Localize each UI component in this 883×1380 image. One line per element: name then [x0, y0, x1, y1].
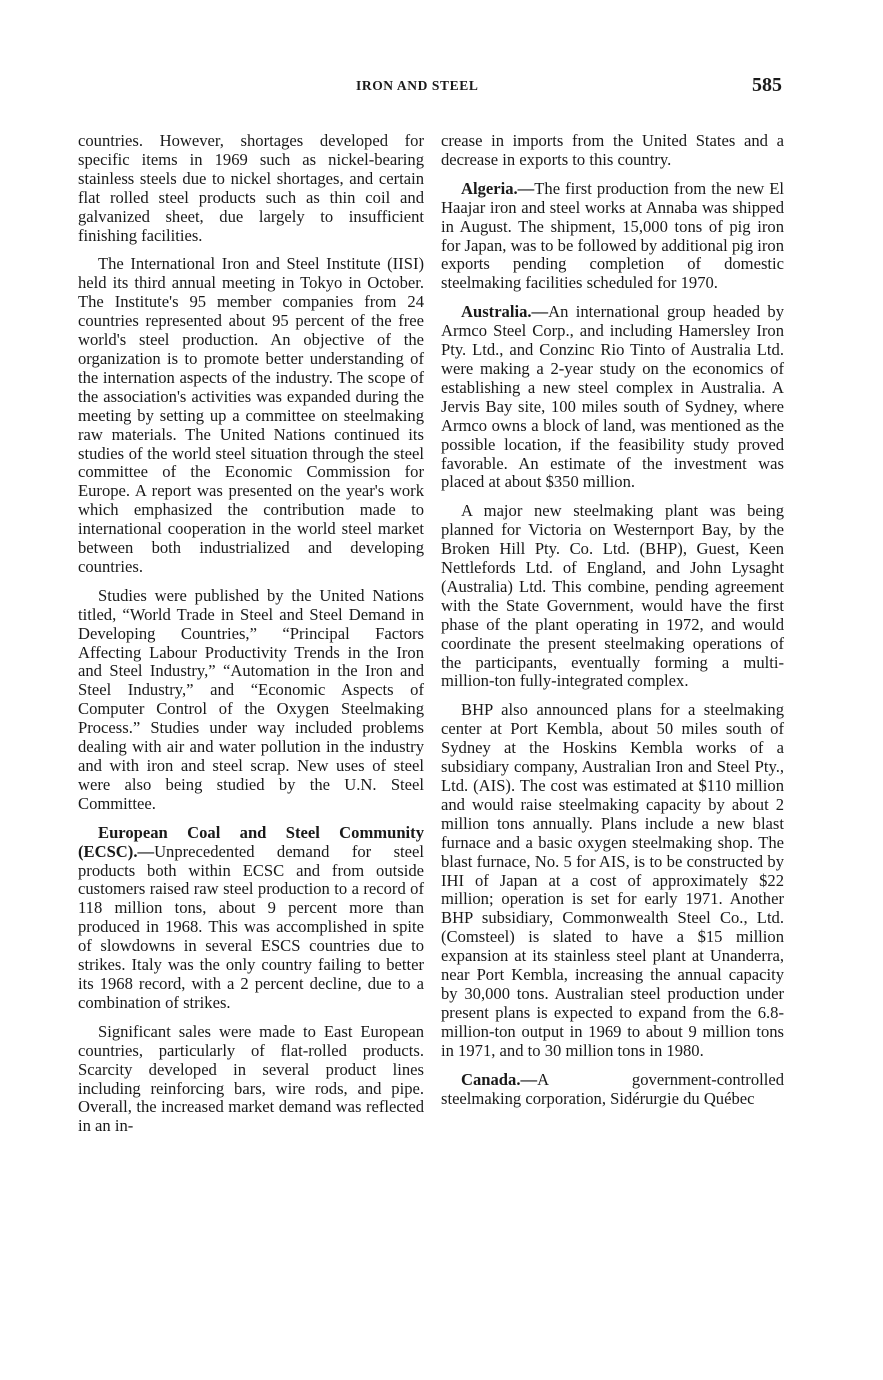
paragraph: A major new steelmaking plant was being planned for Victoria on Westernport Bay, by the Broken Hill Pty. Co. Ltd. (BHP), Guest, Keen Nettlefords Ltd. of England, and John Lysaght (Australia) Ltd. This combine, pending agreement with the State Government, would have the first phase of the plant operating in 1972, and would coordinate the present steelmaking operations of the participants, eventually forming a multi-million-ton fully-integrated complex. — [441, 501, 784, 691]
paragraph: The International Iron and Steel Institute (IISI) held its third annual meeting in Tokyo in October. The Institute's 95 member companies from 24 countries represented about 95 percent of the free world's steel production. An objective of the organization is to promote better understanding of the internation aspects of the industry. The scope of the association's activities was expanded during the meeting by setting up a committee on steelmaking raw materials. The United Nations continued its studies of the world steel situation through the steel committee of the Economic Commission for Europe. A report was presented on the year's work which emphasized the contribution made to international cooperation in the world steel market between both industrialized and developing countries. — [78, 254, 424, 576]
paragraph-ecsc: European Coal and Steel Community (ECSC).—Unprecedented demand for steel products both within ECSC and from outside customers raised raw steel production to a record of 118 million tons, about 9 percent more than produced in 1968. This was accomplished in spite of slowdowns in several ESCS countries due to strikes. Italy was the only country failing to better its 1968 record, with a 2 percent decline, due to a combination of strikes. — [78, 822, 424, 1012]
paragraph: BHP also announced plans for a steelmaking center at Port Kembla, about 50 miles south of Sydney at the Hoskins Kembla works of a subsidiary company, Australian Iron and Steel Pty., Ltd. (AIS). The cost was estimated at $110 million and would raise steelmaking capacity by about 2 million tons annually. Plans include a new blast furnace and a basic oxygen steelmaking shop. The blast furnace, No. 5 for AIS, is to be constructed by IHI of Japan at a cost of approximately $22 million; operation is set for early 1971. Another BHP subsidiary, Commonwealth Steel Co., Ltd. (Comsteel) is slated to have a $15 million expansion at its stainless steel plant at Unanderra, near Port Kembla, increasing the annual capacity by 30,000 tons. Australian steel production under present plans is expected to expand from the 6.8-million-ton output in 1969 to about 9 million tons in 1971, and to 30 million tons in 1980. — [441, 700, 784, 1060]
section-heading: Algeria.— — [461, 178, 535, 198]
right-column — [441, 132, 784, 1118]
paragraph: Significant sales were made to East European countries, particularly of flat-rolled products. Scarcity developed in several product lines including reinforcing bars, wire rods, and pipe. Overall, the increased market demand was reflected in an in- — [78, 1021, 424, 1136]
running-head: IRON AND STEEL — [356, 78, 479, 93]
paragraph-canada: Canada.—A government-controlled steelmaking corporation, Sidérurgie du Québec — [441, 1069, 784, 1108]
section-heading: European Coal and Steel Community (ECSC).— — [78, 822, 424, 861]
section-heading: Australia.— — [461, 302, 549, 322]
paragraph-australia: Australia.—An international group headed by Armco Steel Corp., and including Hamersley Iron Pty. Ltd., and Conzinc Rio Tinto of Australia Ltd. were making a 2-year study on the economics of establishing a new steel complex in Australia. A Jervis Bay site, 100 miles south of Sydney, where Armco owns a block of land, was mentioned as the possible location, if the feasibility study proved favorable. An estimate of the investment was placed at about $350 million. — [441, 302, 784, 492]
section-heading: Canada.— — [461, 1069, 538, 1089]
left-column — [78, 132, 424, 1146]
page-number: 585 — [752, 74, 782, 96]
paragraph-algeria: Algeria.—The first production from the new El Haajar iron and steel works at Annaba was shipped in August. The shipment, 15,000 tons of pig iron for Japan, was to be followed by additional pig iron exports pending completion of domestic steelmaking facilities scheduled for 1970. — [441, 178, 784, 293]
paragraph: Studies were published by the United Nations titled, “World Trade in Steel and Steel Demand in Developing Countries,” “Principal Factors Affecting Labour Productivity Trends in the Iron and Steel Industry,” “Automation in the Iron and Steel Industry,” and “Economic Aspects of Computer Control of the Oxygen Steelmaking Process.” Studies under way included problems dealing with air and water pollution in the industry and with iron and steel scrap. New uses of steel were also being studied by the U.N. Steel Committee. — [78, 585, 424, 813]
paragraph: countries. However, shortages developed for specific items in 1969 such as nickel-bearing stainless steels due to nickel shortages, and certain flat rolled steel products such as thin coil and galvanized sheet, due largely to insufficient finishing facilities. — [78, 131, 424, 245]
paragraph: crease in imports from the United States and a decrease in exports to this country. — [441, 131, 784, 169]
